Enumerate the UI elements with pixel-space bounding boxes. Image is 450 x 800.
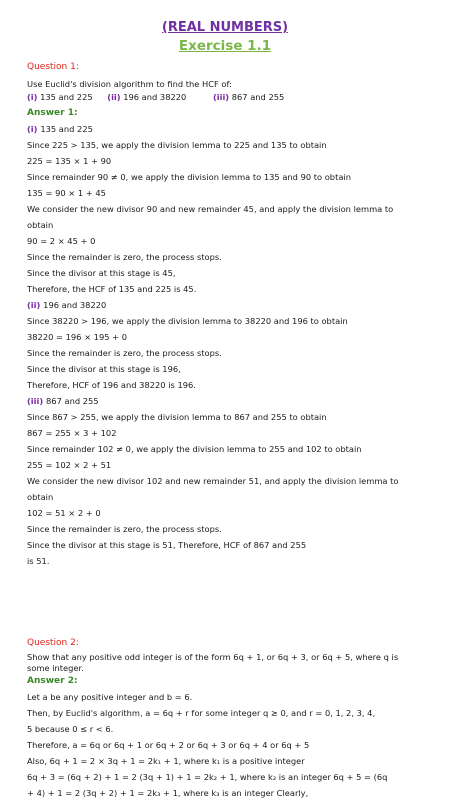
- question-1-label: Question 1:: [27, 62, 79, 72]
- line-text: Since 225 > 135, we apply the division lemma to 225 and 135 to obtain: [27, 140, 327, 150]
- question-1-parts: [27, 92, 284, 103]
- answer-1-line: [27, 284, 196, 295]
- answer-2-line: 6q + 3 = (6q + 2) + 1 = 2 (3q + 1) + 1 = 2k₂ + 1, where k₂ is an integer 6q + 5 = (6q: [27, 772, 388, 782]
- answer-1-line: [27, 188, 106, 199]
- question-2-prompt-line-1: Show that any positive odd integer is of the form 6q + 1, or 6q + 3, or 6q + 5, where q is: [27, 652, 399, 662]
- answer-2-line: 5 because 0 ≤ r < 6.: [27, 724, 114, 734]
- chapter-title: (REAL NUMBERS): [161, 20, 289, 35]
- line-text: Therefore, HCF of 196 and 38220 is 196.: [27, 380, 196, 390]
- answer-1-line: [27, 172, 351, 183]
- line-text: 196 and 38220: [43, 300, 107, 310]
- exercise-title: Exercise 1.1: [178, 38, 272, 54]
- answer-1-line: [27, 156, 111, 167]
- answer-1-line: [27, 444, 362, 455]
- question-2-prompt-line-2: some integer.: [27, 663, 84, 673]
- answer-2-line: Let a be any positive integer and b = 6.: [27, 692, 193, 702]
- part-text: 135 and 225: [40, 92, 93, 102]
- line-text: obtain: [27, 492, 54, 502]
- line-text: obtain: [27, 220, 54, 230]
- answer-1-line: [27, 252, 222, 263]
- line-text: is 51.: [27, 556, 50, 566]
- line-text: We consider the new divisor 102 and new remainder 51, and apply the division lemma to: [27, 476, 399, 486]
- answer-1-line: [27, 428, 116, 439]
- line-text: 255 = 102 × 2 + 51: [27, 460, 112, 470]
- answer-1-line: [27, 476, 398, 487]
- answer-1-line: [27, 460, 111, 471]
- line-text: Since 867 > 255, we apply the division lemma to 867 and 255 to obtain: [27, 412, 327, 422]
- answer-1-line: [27, 412, 327, 423]
- answer-2-line: + 4) + 1 = 2 (3q + 2) + 1 = 2k₃ + 1, where k₃ is an integer Clearly,: [27, 788, 309, 798]
- answer-1-line: [27, 396, 99, 407]
- part-text: 196 and 38220: [123, 92, 187, 102]
- part-tag: (ii): [107, 92, 121, 102]
- part-tag: (iii): [212, 92, 230, 102]
- answer-1-line: [27, 524, 222, 535]
- answer-1-line: [27, 268, 176, 279]
- line-text: Since remainder 102 ≠ 0, we apply the division lemma to 255 and 102 to obtain: [27, 444, 362, 454]
- line-text: 135 = 90 × 1 + 45: [27, 188, 106, 198]
- answer-1-line: [27, 300, 106, 311]
- answer-2-line: Therefore, a = 6q or 6q + 1 or 6q + 2 or 6q + 3 or 6q + 4 or 6q + 5: [27, 740, 310, 750]
- question-2-label: Question 2:: [27, 638, 79, 648]
- line-text: 225 = 135 × 1 + 90: [27, 156, 112, 166]
- answer-2-line: Then, by Euclid's algorithm, a = 6q + r for some integer q ≥ 0, and r = 0, 1, 2, 3, 4,: [27, 708, 376, 718]
- answer-1-line: [27, 204, 393, 215]
- part-tag: (i): [27, 124, 41, 134]
- answer-1-line: [27, 508, 101, 519]
- line-text: We consider the new divisor 90 and new remainder 45, and apply the division lemma to: [27, 204, 394, 214]
- answer-1-line: [27, 124, 93, 135]
- part-tag: (ii): [27, 300, 44, 310]
- answer-1-line: [27, 348, 222, 359]
- answer-2-line: Also, 6q + 1 = 2 × 3q + 1 = 2k₁ + 1, where k₁ is a positive integer: [27, 756, 305, 766]
- line-text: Since the divisor at this stage is 51, Therefore, HCF of 867 and 255: [27, 540, 307, 550]
- answer-1-line: [27, 140, 327, 151]
- line-text: 102 = 51 × 2 + 0: [27, 508, 101, 518]
- line-text: 135 and 225: [40, 124, 93, 134]
- answer-1-line: [27, 220, 53, 231]
- line-text: 867 and 255: [46, 396, 99, 406]
- answer-1-line: [27, 236, 95, 247]
- line-text: Since remainder 90 ≠ 0, we apply the division lemma to 135 and 90 to obtain: [27, 172, 351, 182]
- part-text: 867 and 255: [231, 92, 285, 102]
- answer-1-line: [27, 364, 181, 375]
- line-text: Since the remainder is zero, the process stops.: [27, 348, 222, 358]
- part-tag: (iii): [27, 396, 47, 406]
- line-text: Since the remainder is zero, the process stops.: [27, 252, 222, 262]
- line-text: Since the divisor at this stage is 196,: [27, 364, 181, 374]
- question-1-prompt: Use Euclid's division algorithm to find the HCF of:: [27, 79, 232, 89]
- answer-2-label: Answer 2:: [27, 676, 78, 686]
- part-tag: (i): [27, 92, 38, 102]
- line-text: Since the divisor at this stage is 45,: [27, 268, 176, 278]
- answer-1-line: [27, 332, 127, 343]
- line-text: 867 = 255 × 3 + 102: [27, 428, 117, 438]
- answer-1-line: [27, 380, 196, 391]
- line-text: Since the remainder is zero, the process stops.: [27, 524, 222, 534]
- answer-1-line: [27, 492, 53, 503]
- answer-1-line: [27, 556, 49, 567]
- answer-1-label: Answer 1:: [27, 108, 78, 118]
- line-text: Therefore, the HCF of 135 and 225 is 45.: [27, 284, 197, 294]
- answer-1-line: [27, 316, 348, 327]
- line-text: 38220 = 196 × 195 + 0: [27, 332, 128, 342]
- answer-1-line: [27, 540, 306, 551]
- line-text: Since 38220 > 196, we apply the division lemma to 38220 and 196 to obtain: [27, 316, 348, 326]
- line-text: 90 = 2 × 45 + 0: [27, 236, 96, 246]
